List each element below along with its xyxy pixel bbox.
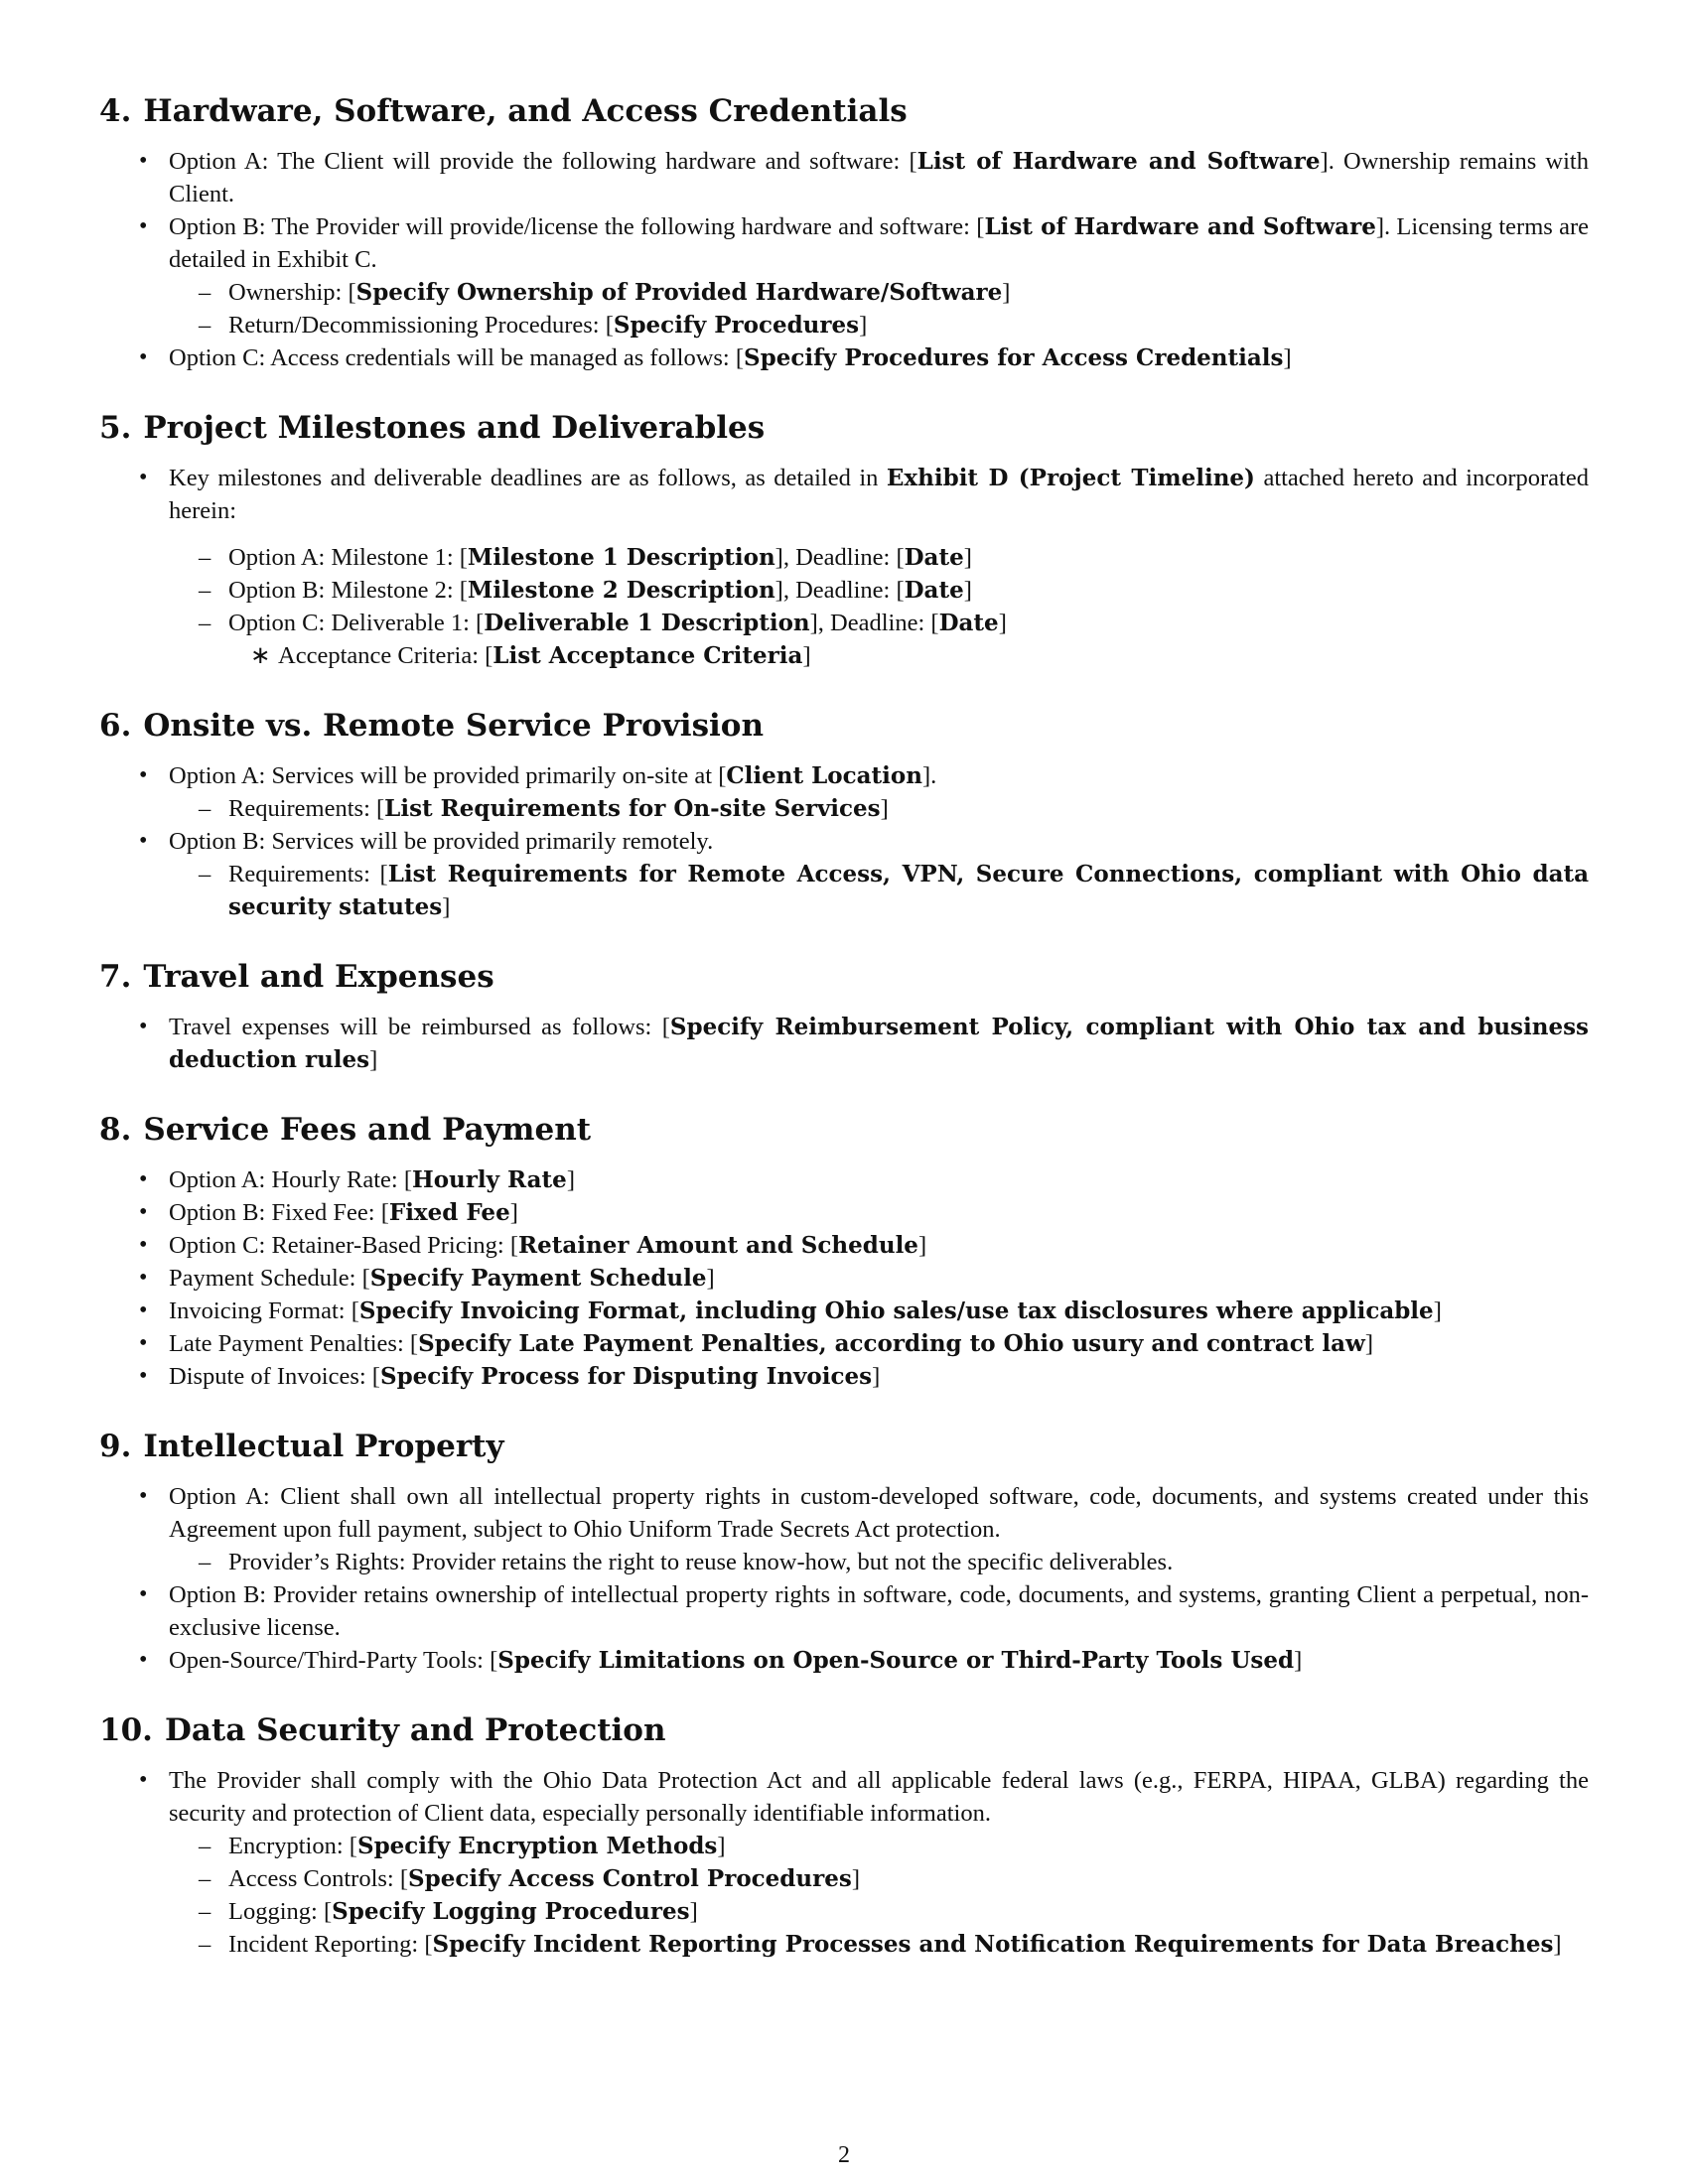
item-text: ] <box>1294 1647 1303 1674</box>
sub-sub-list <box>228 639 1589 672</box>
item-text: ]. Licensing terms are detailed in Exhibit C. <box>169 213 1590 273</box>
section-heading <box>99 1427 1589 1466</box>
item-text: Option B: The Provider will provide/license the following hardware and software: [ <box>169 213 985 240</box>
sub-list-item <box>169 607 1589 672</box>
item-text: ] <box>963 577 972 604</box>
item-text: Ownership: [ <box>228 279 356 306</box>
item-text: Travel expenses will be reimbursed as follows: [ <box>169 1014 670 1040</box>
section-number: 4. <box>99 93 132 129</box>
placeholder-text: Retainer Amount and Schedule <box>517 1232 918 1259</box>
section <box>99 1710 1589 1961</box>
item-text: Option A: Client shall own all intellectual property rights in custom-developed software, code, documents, and systems created under this Agreement upon full payment, subject to Ohio Uniform Trade Secrets Act protection. <box>169 1483 1589 1543</box>
item-text: ] <box>802 642 811 669</box>
placeholder-text: Specify Limitations on Open-Source or Third-Party Tools Used <box>497 1647 1295 1674</box>
placeholder-text: Specify Reimbursement Policy, compliant with Ohio tax and business deduction rules <box>169 1014 1589 1073</box>
list-item <box>99 1360 1589 1393</box>
item-text: Incident Reporting: [ <box>228 1931 433 1958</box>
item-text: ], Deadline: [ <box>774 544 905 571</box>
section-title: Project Milestones and Deliverables <box>143 410 766 446</box>
item-text: ] <box>706 1265 715 1292</box>
section-heading <box>99 1110 1589 1150</box>
placeholder-text: Specify Late Payment Penalties, according to Ohio usury and contract law <box>418 1330 1365 1357</box>
sub-list <box>169 792 1589 825</box>
item-text: ] <box>1002 279 1011 306</box>
list-item <box>99 1011 1589 1076</box>
item-text: Option B: Services will be provided primarily remotely. <box>169 828 714 855</box>
item-text: Payment Schedule: [ <box>169 1265 370 1292</box>
list-item <box>99 1229 1589 1262</box>
placeholder-text: Exhibit D (Project Timeline) <box>886 465 1255 491</box>
item-text: Key milestones and deliverable deadlines are as follows, as detailed in <box>169 465 887 491</box>
page-number: 2 <box>838 2142 850 2168</box>
list-item <box>99 1295 1589 1327</box>
placeholder-text: Specify Ownership of Provided Hardware/Software <box>355 279 1003 306</box>
item-text: Option B: Milestone 2: [ <box>228 577 468 604</box>
section <box>99 91 1589 374</box>
sub-list <box>169 541 1589 672</box>
placeholder-text: Specify Process for Disputing Invoices <box>379 1363 873 1390</box>
placeholder-text: Fixed Fee <box>388 1199 510 1226</box>
section-number: 5. <box>99 410 132 446</box>
list-item <box>99 1764 1589 1961</box>
item-text: ] <box>1283 344 1292 371</box>
item-text: Option A: Services will be provided primarily on-site at [ <box>169 762 727 789</box>
sub-list-item <box>169 1928 1589 1961</box>
section <box>99 1427 1589 1677</box>
section-number: 9. <box>99 1429 132 1464</box>
list-item <box>99 1327 1589 1360</box>
placeholder-text: Specify Invoicing Format, including Ohio sales/use tax disclosures where applicable <box>358 1297 1434 1324</box>
item-text: ]. Ownership remains with Client. <box>169 148 1589 207</box>
item-text: Open-Source/Third-Party Tools: [ <box>169 1647 498 1674</box>
placeholder-text: List Requirements for On-site Services <box>384 795 881 822</box>
item-text: The Provider shall comply with the Ohio Data Protection Act and all applicable federal laws (e.g., FERPA, HIPAA, GLBA) regarding the security and protection of Client data, especially personally identifiable information. <box>169 1767 1589 1827</box>
section-title: Service Fees and Payment <box>143 1112 592 1148</box>
placeholder-text: Date <box>904 544 964 571</box>
section <box>99 408 1589 672</box>
sub-list-item <box>169 309 1589 341</box>
item-text: Access Controls: [ <box>228 1865 408 1892</box>
list-item <box>99 145 1589 210</box>
list-item <box>99 341 1589 374</box>
bullet-list <box>99 145 1589 374</box>
sub-list-item <box>169 1862 1589 1895</box>
item-text: Option A: Milestone 1: [ <box>228 544 468 571</box>
list-item <box>99 1262 1589 1295</box>
item-text: Option C: Retainer-Based Pricing: [ <box>169 1232 518 1259</box>
item-text: ] <box>963 544 972 571</box>
item-text: attached hereto and incorporated herein: <box>169 465 1589 524</box>
section-heading <box>99 1710 1589 1750</box>
item-text: Acceptance Criteria: [ <box>278 642 493 669</box>
sub-list-item <box>169 1546 1589 1578</box>
item-text: Requirements: [ <box>228 861 388 887</box>
sub-list-item <box>169 1895 1589 1928</box>
section-heading <box>99 91 1589 131</box>
item-text: Encryption: [ <box>228 1833 357 1859</box>
document-body <box>99 91 1589 1994</box>
item-text: ] <box>689 1898 698 1925</box>
placeholder-text: List of Hardware and Software <box>984 213 1376 240</box>
item-text: ] <box>872 1363 881 1390</box>
list-item <box>99 1644 1589 1677</box>
list-item <box>99 210 1589 341</box>
item-text: ]. <box>921 762 937 789</box>
item-text: ] <box>509 1199 518 1226</box>
section-title: Travel and Expenses <box>143 959 494 995</box>
item-text: ] <box>1433 1297 1442 1324</box>
placeholder-text: Specify Payment Schedule <box>369 1265 707 1292</box>
placeholder-text: Specify Incident Reporting Processes and Notification Requirements for Data Breaches <box>432 1931 1554 1958</box>
item-text: ] <box>1364 1330 1374 1357</box>
bullet-list <box>99 1163 1589 1393</box>
item-text: Option B: Fixed Fee: [ <box>169 1199 389 1226</box>
item-text: Option C: Access credentials will be managed as follows: [ <box>169 344 745 371</box>
item-text: Option A: Hourly Rate: [ <box>169 1166 412 1193</box>
sub-sub-list-item <box>228 639 1589 672</box>
item-text: Provider’s Rights: Provider retains the right to reuse know-how, but not the specific deliverables. <box>228 1549 1174 1575</box>
list-item <box>99 1480 1589 1578</box>
placeholder-text: Specify Logging Procedures <box>332 1898 690 1925</box>
section-number: 6. <box>99 708 132 744</box>
placeholder-text: Deliverable 1 Description <box>484 610 810 636</box>
item-text: Logging: [ <box>228 1898 333 1925</box>
bullet-list <box>99 1480 1589 1677</box>
bullet-list <box>99 1764 1589 1961</box>
sub-list <box>169 858 1589 923</box>
item-text: ] <box>1553 1931 1562 1958</box>
item-text: ] <box>998 610 1007 636</box>
list-item <box>99 1163 1589 1196</box>
placeholder-text: Specify Procedures <box>613 312 860 339</box>
sub-list-item <box>169 1830 1589 1862</box>
bullet-list <box>99 759 1589 923</box>
sub-list <box>169 1546 1589 1578</box>
item-text: ] <box>880 795 889 822</box>
placeholder-text: Milestone 2 Description <box>467 577 775 604</box>
list-item <box>99 1196 1589 1229</box>
placeholder-text: Specify Procedures for Access Credentials <box>744 344 1284 371</box>
section <box>99 1110 1589 1393</box>
placeholder-text: Specify Access Control Procedures <box>408 1865 852 1892</box>
item-text: ] <box>717 1833 726 1859</box>
item-text: Requirements: [ <box>228 795 385 822</box>
bullet-list <box>99 1011 1589 1076</box>
item-text: Return/Decommissioning Procedures: [ <box>228 312 614 339</box>
placeholder-text: Date <box>938 610 999 636</box>
item-text: ] <box>859 312 868 339</box>
section <box>99 706 1589 923</box>
list-item <box>99 825 1589 923</box>
sub-list <box>169 276 1589 341</box>
item-text: ] <box>566 1166 575 1193</box>
item-text: Dispute of Invoices: [ <box>169 1363 380 1390</box>
item-text: ] <box>917 1232 927 1259</box>
placeholder-text: Date <box>904 577 964 604</box>
sub-list-item <box>169 858 1589 923</box>
placeholder-text: Specify Encryption Methods <box>356 1833 718 1859</box>
sub-list-item <box>169 574 1589 607</box>
placeholder-text: Milestone 1 Description <box>467 544 775 571</box>
sub-list-item <box>169 792 1589 825</box>
section-heading <box>99 957 1589 997</box>
item-text: ] <box>442 893 451 920</box>
item-text: Late Payment Penalties: [ <box>169 1330 419 1357</box>
section <box>99 957 1589 1076</box>
section-title: Hardware, Software, and Access Credentials <box>143 93 908 129</box>
item-text: ], Deadline: [ <box>809 610 939 636</box>
sub-list-item <box>169 541 1589 574</box>
section-title: Data Security and Protection <box>164 1712 666 1748</box>
section-number: 8. <box>99 1112 132 1148</box>
item-text: Invoicing Format: [ <box>169 1297 359 1324</box>
section-heading <box>99 706 1589 746</box>
placeholder-text: List of Hardware and Software <box>916 148 1321 175</box>
sub-list-item <box>169 276 1589 309</box>
placeholder-text: List Requirements for Remote Access, VPN, Secure Connections, compliant with Ohio data security statutes <box>228 861 1590 920</box>
placeholder-text: Hourly Rate <box>411 1166 567 1193</box>
section-title: Onsite vs. Remote Service Provision <box>143 708 765 744</box>
bullet-list <box>99 462 1589 672</box>
item-text: ] <box>851 1865 860 1892</box>
list-item <box>99 759 1589 825</box>
item-text: Option C: Deliverable 1: [ <box>228 610 485 636</box>
item-text: Option A: The Client will provide the following hardware and software: [ <box>169 148 917 175</box>
item-text: ], Deadline: [ <box>774 577 905 604</box>
sub-list <box>169 1830 1589 1961</box>
placeholder-text: List Acceptance Criteria <box>492 642 803 669</box>
list-item <box>99 1578 1589 1644</box>
section-number: 7. <box>99 959 132 995</box>
item-text: Option B: Provider retains ownership of intellectual property rights in software, code, documents, and systems, granting Client a perpetual, non-exclusive license. <box>169 1581 1589 1641</box>
placeholder-text: Client Location <box>726 762 922 789</box>
section-title: Intellectual Property <box>143 1429 504 1464</box>
section-number: 10. <box>99 1712 153 1748</box>
list-item <box>99 462 1589 672</box>
item-text: ] <box>369 1046 378 1073</box>
section-heading <box>99 408 1589 448</box>
